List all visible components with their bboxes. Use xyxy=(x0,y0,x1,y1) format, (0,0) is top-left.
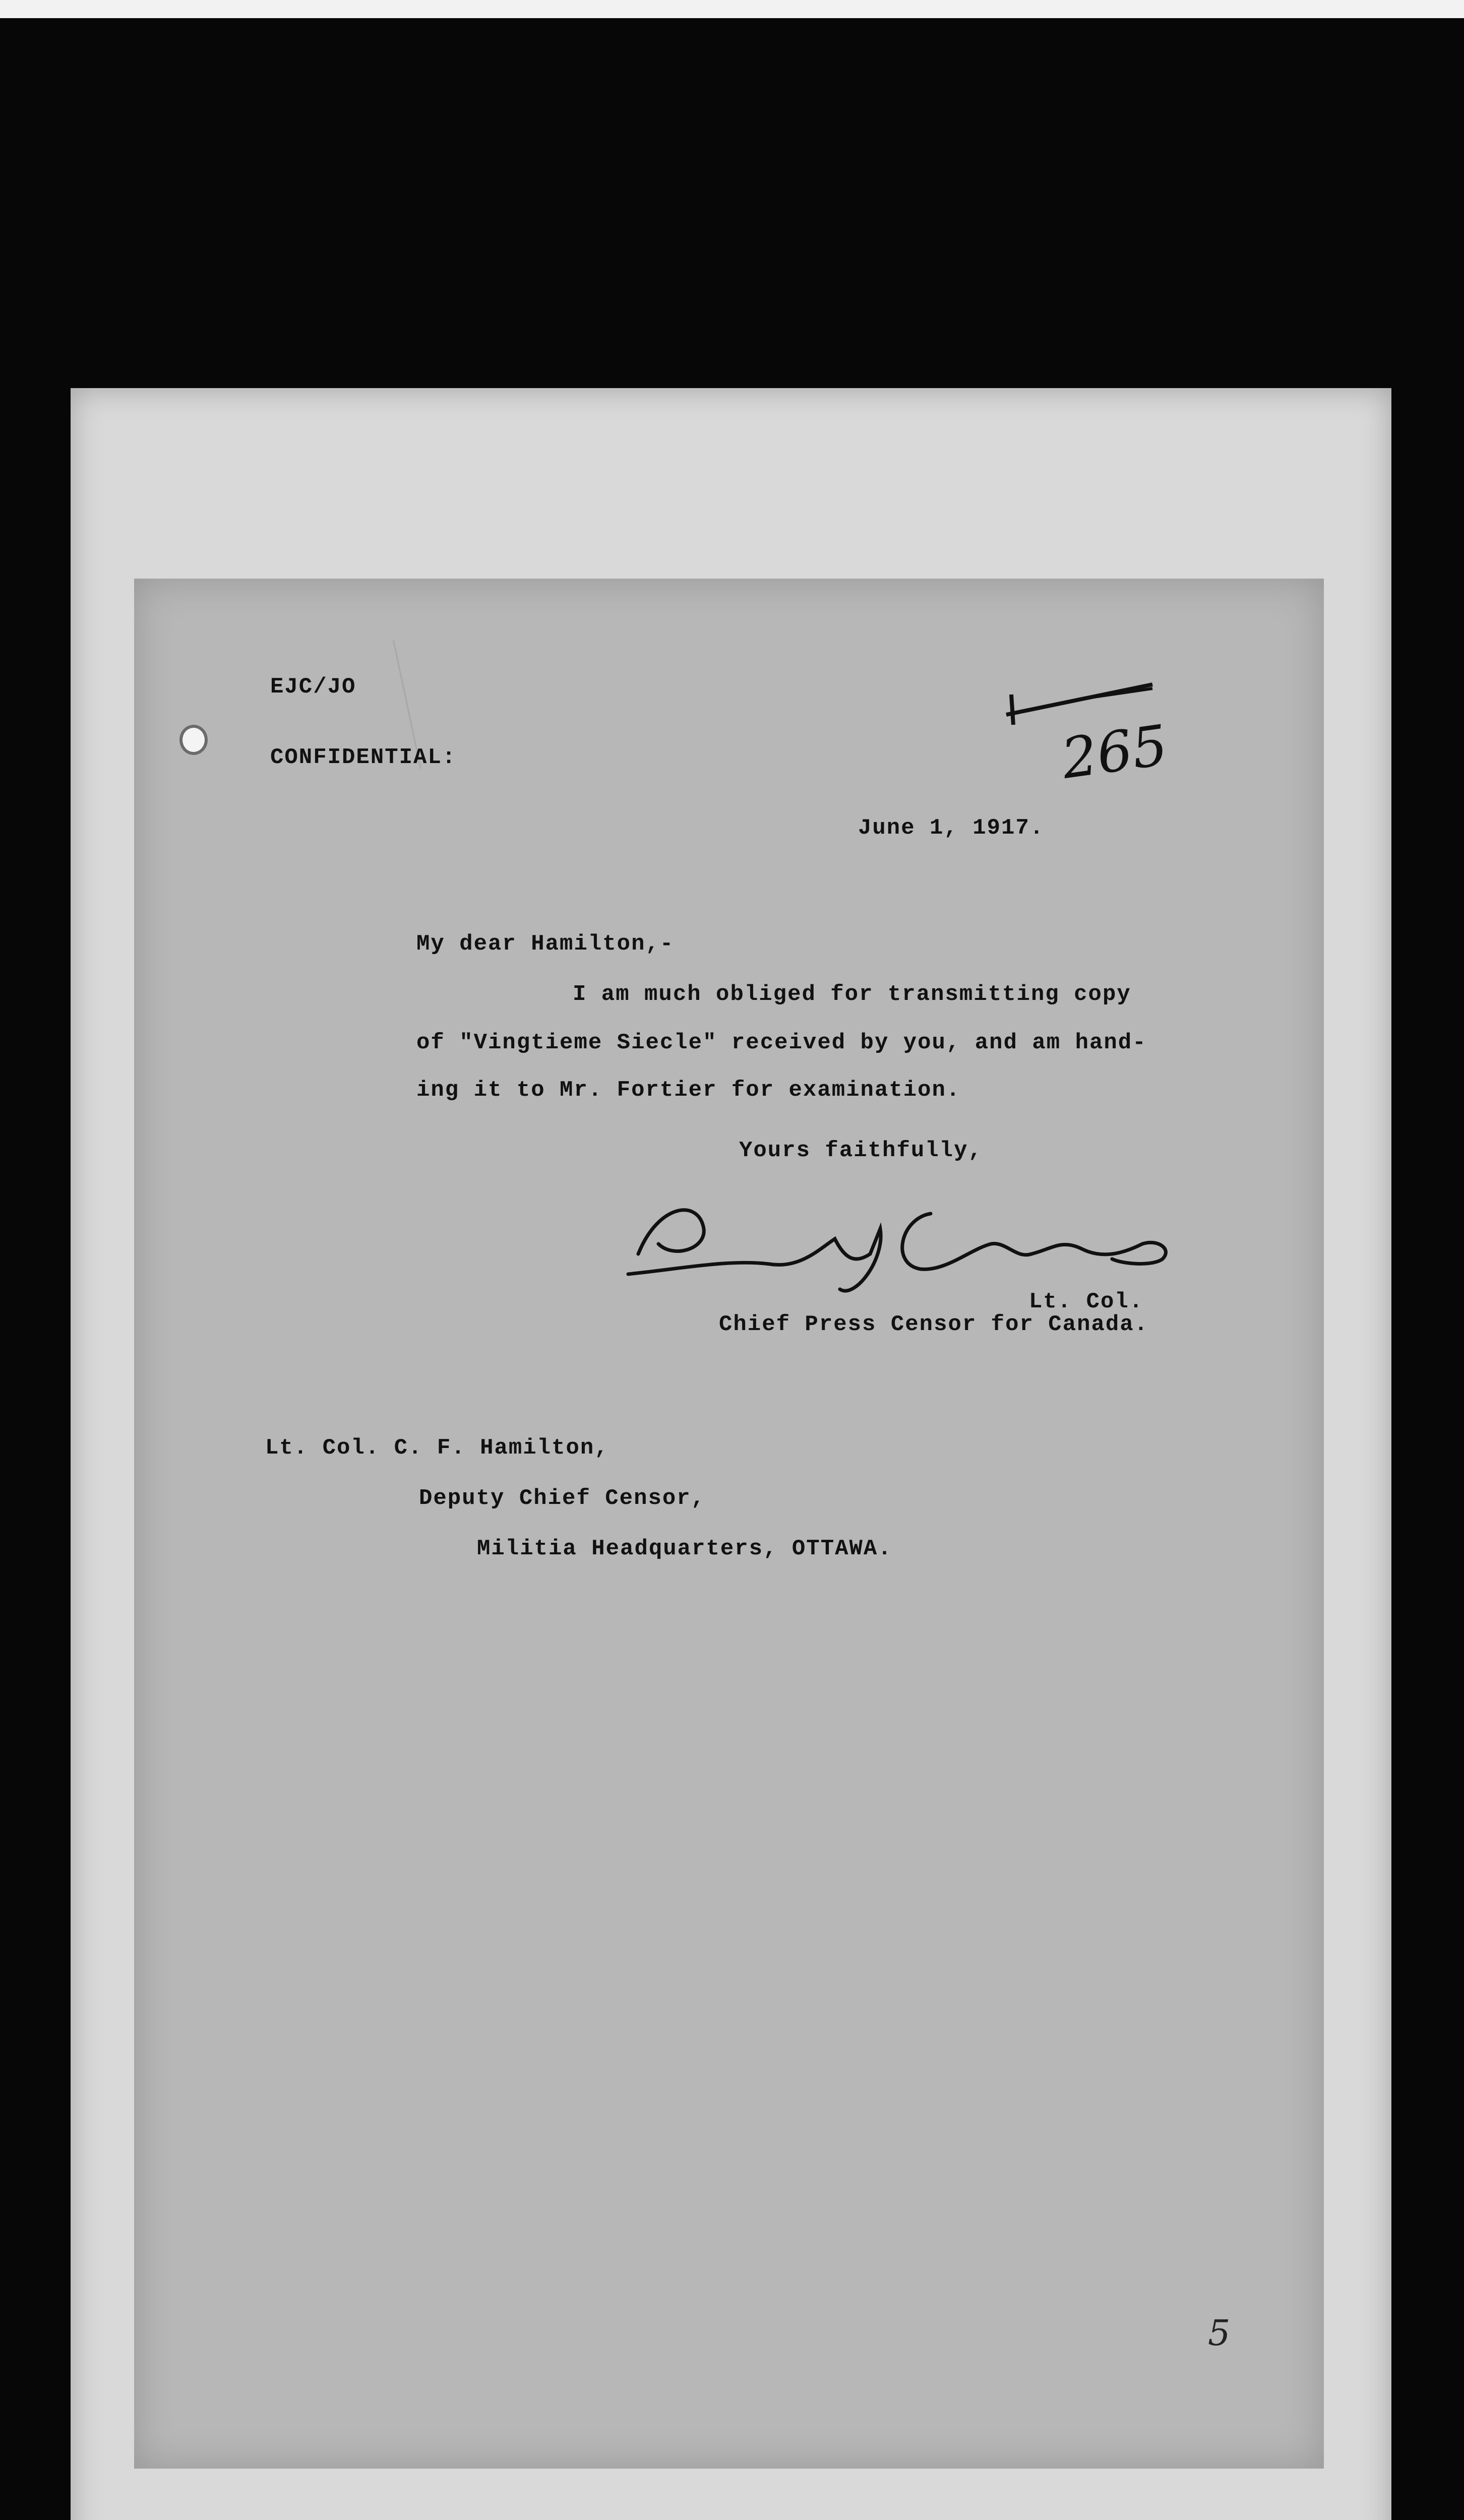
handwritten-signature xyxy=(618,1183,1193,1304)
recipient-address: Militia Headquarters, OTTAWA. xyxy=(477,1536,892,1561)
body-line-2: of "Vingtieme Siecle" received by you, and am hand- xyxy=(416,1030,1147,1055)
signatory-title: Chief Press Censor for Canada. xyxy=(719,1312,1149,1337)
handwritten-file-number: 265 xyxy=(1058,713,1172,791)
recipient-title: Deputy Chief Censor, xyxy=(419,1486,706,1511)
closing: Yours faithfully, xyxy=(739,1138,983,1163)
handwritten-strike-mark xyxy=(1001,674,1173,730)
letter-date: June 1, 1917. xyxy=(858,815,1045,841)
letter-page xyxy=(134,579,1324,2469)
corner-handwritten-mark: 5 xyxy=(1208,2312,1231,2354)
body-line-3: ing it to Mr. Fortier for examination. xyxy=(416,1078,961,1103)
film-top-strip xyxy=(0,0,1464,18)
punch-hole xyxy=(179,725,208,755)
confidential-heading: CONFIDENTIAL: xyxy=(270,745,457,770)
reference-initials: EJC/JO xyxy=(270,674,356,700)
salutation: My dear Hamilton,- xyxy=(416,931,675,957)
body-line-1: I am much obliged for transmitting copy xyxy=(573,982,1131,1007)
signatory-rank: Lt. Col. xyxy=(1029,1289,1144,1314)
recipient-name: Lt. Col. C. F. Hamilton, xyxy=(265,1435,609,1461)
